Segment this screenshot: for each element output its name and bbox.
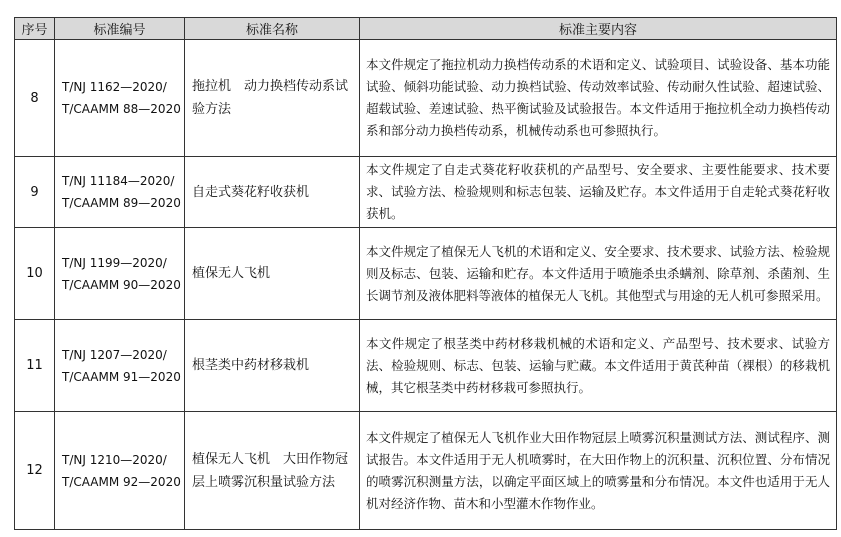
row-code-line2: T/CAAMM 88—2020 — [62, 102, 181, 116]
header-content: 标准主要内容 — [360, 18, 837, 40]
row-content: 本文件规定了植保无人飞机的术语和定义、安全要求、技术要求、试验方法、检验规则及标志、包装、运输和贮存。本文件适用于喷施杀虫杀螨剂、除草剂、杀菌剂、生长调节剂及液体肥料等液体的植保无人飞机。其他型式与用途的无人机可参照采用。 — [360, 228, 837, 320]
row-code — [55, 40, 185, 157]
table-row — [15, 40, 837, 157]
row-seq: 8 — [15, 40, 55, 157]
table-header — [15, 18, 837, 40]
row-code-line2: T/CAAMM 91—2020 — [62, 369, 181, 384]
row-code — [55, 412, 185, 530]
standards-table — [14, 17, 837, 530]
row-code-line1: T/NJ 1199—2020/ — [62, 255, 167, 270]
row-name: 植保无人飞机 — [185, 228, 360, 320]
row-code-line1: T/NJ 1210—2020/ — [62, 452, 167, 467]
standards-table-container — [14, 17, 836, 530]
header-code: 标准编号 — [55, 18, 185, 40]
row-name: 拖拉机 动力换档传动系试验方法 — [185, 40, 360, 157]
row-code-line2: T/CAAMM 89—2020 — [62, 196, 181, 210]
row-content: 本文件规定了拖拉机动力换档传动系的术语和定义、试验项目、试验设备、基本功能试验、倾斜功能试验、动力换档试验、传动效率试验、传动耐久性试验、超速试验、超载试验、差速试验、热平衡试验及试验报告。本文件适用于拖拉机全动力换档传动系和部分动力换档传动系，机械传动系也可参照执行。 — [360, 40, 837, 157]
header-row — [15, 18, 837, 40]
row-seq: 9 — [15, 157, 55, 228]
row-code-line2: T/CAAMM 90—2020 — [62, 277, 181, 292]
header-name: 标准名称 — [185, 18, 360, 40]
row-code-line2: T/CAAMM 92—2020 — [62, 474, 181, 489]
table-row — [15, 228, 837, 320]
table-row — [15, 412, 837, 530]
table-row — [15, 157, 837, 228]
row-code — [55, 320, 185, 412]
row-seq: 11 — [15, 320, 55, 412]
row-name: 根茎类中药材移栽机 — [185, 320, 360, 412]
row-seq: 12 — [15, 412, 55, 530]
row-code — [55, 157, 185, 228]
row-content: 本文件规定了自走式葵花籽收获机的产品型号、安全要求、主要性能要求、技术要求、试验方法、检验规则和标志包装、运输及贮存。本文件适用于自走轮式葵花籽收获机。 — [360, 157, 837, 228]
row-code-line1: T/NJ 1207—2020/ — [62, 347, 167, 362]
table-body — [15, 40, 837, 530]
row-code-line1: T/NJ 11184—2020/ — [62, 174, 175, 188]
header-seq: 序号 — [15, 18, 55, 40]
row-content: 本文件规定了植保无人飞机作业大田作物冠层上喷雾沉积量测试方法、测试程序、测试报告。本文件适用于无人机喷雾时，在大田作物上的沉积量、沉积位置、分布情况的喷雾沉积测量方法，以确定平面区域上的喷雾量和分布情况。本文件也适用于无人机对经济作物、苗木和小型灌木作物作业。 — [360, 412, 837, 530]
row-name: 自走式葵花籽收获机 — [185, 157, 360, 228]
table-row — [15, 320, 837, 412]
row-code — [55, 228, 185, 320]
row-code-line1: T/NJ 1162—2020/ — [62, 80, 167, 94]
row-content: 本文件规定了根茎类中药材移栽机械的术语和定义、产品型号、技术要求、试验方法、检验规则、标志、包装、运输与贮藏。本文件适用于黄芪种苗（裸根）的移栽机械，其它根茎类中药材移栽可参照执行。 — [360, 320, 837, 412]
row-seq: 10 — [15, 228, 55, 320]
row-name: 植保无人飞机 大田作物冠层上喷雾沉积量试验方法 — [185, 412, 360, 530]
